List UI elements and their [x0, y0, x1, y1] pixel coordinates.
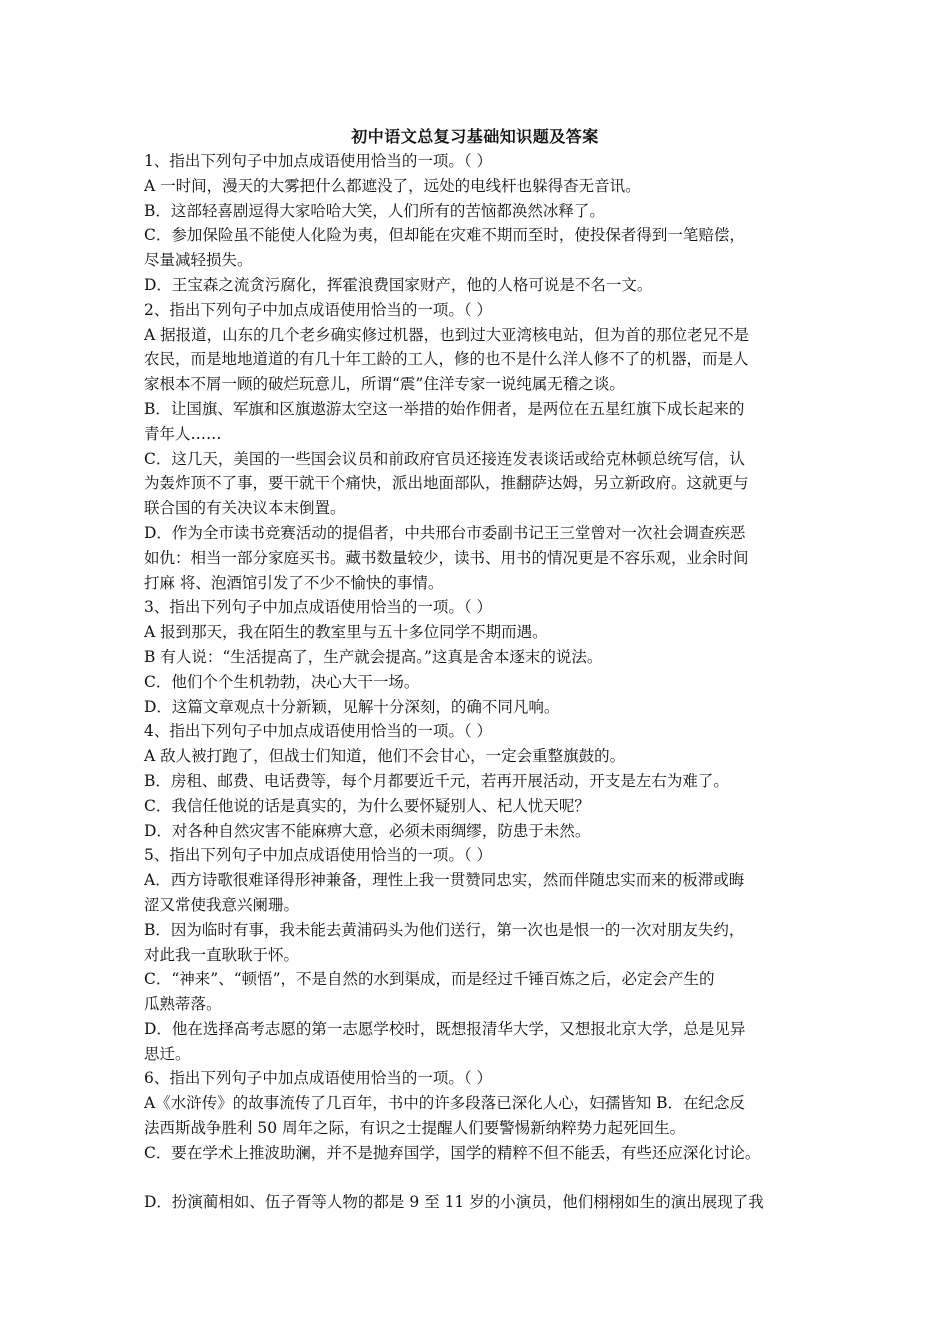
text-line: C．他们个个生机勃勃，决心大干一场。 [144, 672, 420, 691]
document-title: 初中语文总复习基础知识题及答案 [351, 127, 599, 146]
text-line: C．参加保险虽不能使人化险为夷，但却能在灾难不期而至时，使投保者得到一笔赔偿， [144, 226, 745, 245]
text-line: D．这篇文章观点十分新颖，见解十分深刻，的确不同凡响。 [144, 697, 560, 716]
text-line: B．让国旗、军旗和区旗遨游太空这一举措的始作佣者，是两位在五星红旗下成长起来的 [144, 399, 745, 418]
text-line: 农民，而是地地道道的有几十年工龄的工人，修的也不是什么洋人修不了的机器，而是人 [144, 350, 749, 369]
text-line: 3、指出下列句子中加点成语使用恰当的一项。（ ） [144, 598, 493, 617]
text-line: 1、指出下列句子中加点成语使用恰当的一项。（ ） [144, 152, 493, 170]
text-line: 2、指出下列句子中加点成语使用恰当的一项。（ ） [144, 300, 493, 319]
text-line: 法西斯战争胜利 50 周年之际，有识之士提醒人们要警惕新纳粹势力起死回生。 [144, 1119, 686, 1138]
text-line: 瓜熟蒂落。 [144, 995, 222, 1014]
text-line: 尽量减轻损失。 [144, 251, 253, 270]
text-line: C．要在学术上推波助澜，并不是抛弃国学，国学的精粹不但不能丢，有些还应深化讨论。 [144, 1143, 761, 1162]
text-line: D．他在选择高考志愿的第一志愿学校时，既想报清华大学，又想报北京大学，总是见异 [144, 1019, 746, 1038]
text-line: 打麻 将、泡酒馆引发了不少不愉快的事情。 [144, 573, 444, 592]
text-line: 4、指出下列句子中加点成语使用恰当的一项。（ ） [144, 722, 493, 741]
text-line: A 报到那天，我在陌生的教室里与五十多位同学不期而遇。 [144, 623, 548, 642]
text-line: 思迁。 [144, 1044, 191, 1063]
text-line: B．因为临时有事，我未能去黄浦码头为他们送行，第一次也是恨一的一次对朋友失约， [144, 920, 745, 939]
text-line: 对此我一直耿耿于怀。 [144, 945, 300, 964]
text-line: C．我信任他说的话是真实的，为什么要怀疑别人、杞人忧天呢？ [144, 796, 590, 815]
text-line: B．这部轻喜剧逗得大家哈哈大笑，人们所有的苦恼都涣然冰释了。 [144, 201, 605, 220]
text-line: 家根本不屑一顾的破烂玩意儿，所谓“震”住洋专家一说纯属无稽之谈。 [144, 375, 625, 394]
text-line: 青年人…… [144, 424, 222, 443]
text-line: A《水浒传》的故事流传了几百年，书中的许多段落已深化人心，妇孺皆知 B．在纪念反 [144, 1094, 746, 1113]
blank-line [144, 1166, 812, 1191]
text-line: 5、指出下列句子中加点成语使用恰当的一项。（ ） [144, 846, 493, 865]
text-line: C．这几天，美国的一些国会议员和前政府官员还接连发表谈话或给克林顿总统写信，认 [144, 449, 745, 468]
text-line: A．西方诗歌很难译得形神兼备，理性上我一贯赞同忠实，然而伴随忠实而来的板滞或晦 [144, 871, 745, 890]
text-line: 联合国的有关决议本末倒置。 [144, 499, 346, 518]
text-line: D．作为全市读书竞赛活动的提倡者，中共邢台市委副书记王三堂曾对一次社会调查疾恶 [144, 523, 746, 542]
text-line: 为轰炸顶不了事，要干就干个痛快，派出地面部队，推翻萨达姆，另立新政府。这就更与 [144, 474, 749, 493]
text-line: A 敌人被打跑了，但战士们知道，他们不会甘心，一定会重整旗鼓的。 [144, 747, 626, 766]
text-line: B 有人说：“生活提高了，生产就会提高。”这真是舍本逐末的说法。 [144, 647, 603, 666]
text-line: B．房租、邮费、电话费等，每个月都要近千元，若再开展活动，开支是左右为难了。 [144, 771, 729, 790]
document-body [144, 149, 812, 1215]
text-line: 如仇：相当一部分家庭买书。藏书数量较少，读书、用书的情况更是不容乐观，业余时间 [144, 548, 749, 567]
text-line: D．扮演蔺相如、伍子胥等人物的都是 9 至 11 岁的小演员，他们栩栩如生的演出展现了我 [144, 1193, 764, 1212]
text-line: 涩又常使我意兴阑珊。 [144, 895, 300, 914]
text-line: A 一时间，漫天的大雾把什么都遮没了，远处的电线杆也躲得杳无音讯。 [144, 176, 641, 195]
text-line: A 据报道，山东的几个老乡确实修过机器，也到过大亚湾核电站，但为首的那位老兄不是 [144, 325, 750, 344]
text-line: D．对各种自然灾害不能麻痹大意，必须未雨绸缪，防患于未然。 [144, 821, 591, 840]
text-line: 6、指出下列句子中加点成语使用恰当的一项。（ ） [144, 1069, 493, 1088]
text-line: D．王宝森之流贪污腐化，挥霍浪费国家财产，他的人格可说是不名一文。 [144, 275, 653, 294]
text-line: C．“神来”、“顿悟”，不是自然的水到渠成，而是经过千锤百炼之后，必定会产生的 [144, 970, 715, 989]
